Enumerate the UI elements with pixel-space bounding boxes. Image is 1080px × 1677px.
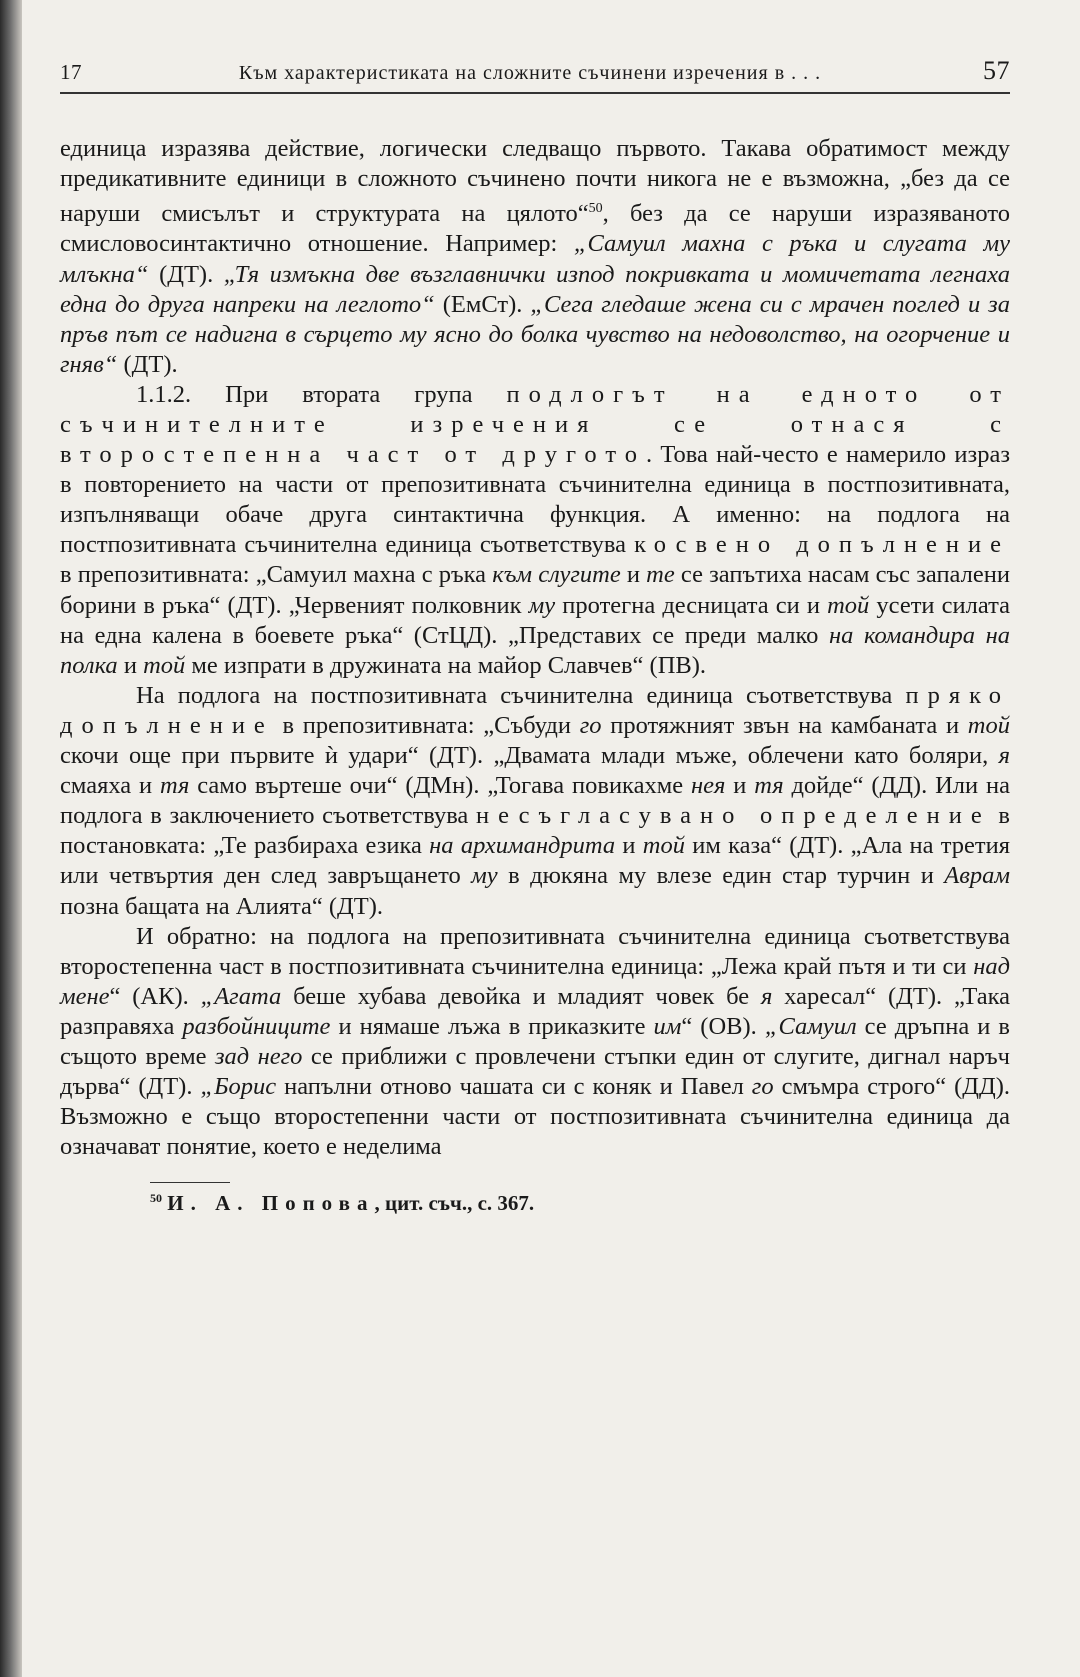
footnote <box>150 1191 1010 1216</box>
paragraph-4: И обратно: на подлога на препозитивната съчинителна единица съответствува второстепенна част в постпозитивната съчинителна единица: „Лежа край пътя и ти си над мене“ (АК). „Агата беше хубава девойка и младият човек бе я харесал“ (ДТ). „Така разправяха разбойниците и нямаше лъжа в приказките им“ (ОВ). „Самуил се дръпна и в същото време зад него се приближи с провлечени стъпки един от слугите, дигнал наръч дърва“ (ДТ). „Борис напълни отново чашата си с коняк и Павел го смъмра строго“ (ДД). Възможно е също второстепенни части от постпозитивната съчинителна единица да означават понятие, което е неделима <box>60 922 1011 1161</box>
running-title: Към характеристиката на сложните съчинени изречения в . . . <box>238 62 822 84</box>
footnote-author: И. А. Попова <box>167 1191 375 1216</box>
spaced-term: косвено допълнение <box>634 531 1011 559</box>
running-header <box>60 56 1010 94</box>
book-page <box>60 56 1010 1216</box>
footnote-citation: , цит. съч., с. 367. <box>374 1191 535 1216</box>
left-page-number: 17 <box>60 60 82 84</box>
example: „Тя измъкна две възглавнички изпод покривката и момичетата легнаха една до друга напреки на леглото“ <box>60 260 1010 318</box>
paragraph-2: 1.1.2. При втората група подлогът на едното от съчинителните изречения се отнася с второстепенна част от другото. Това най-често е намерило израз в повторението на части от препозитивната съчинителна единица в постпозитивната, изпълняващи обаче друга синтактична функция. А именно: на подлога на постпозитивната съчинителна единица съответствува косвено допълнение в препозитивната: „Самуил махна с ръка към слугите и те се запътиха насам със запалени борини в ръка“ (ДТ). „Червеният полковник му протегна десницата си и той усети силата на една калена в боевете ръка“ (СтЦД). „Представих се преди малко на командира на полка и той ме изпрати в дружината на майор Славчев“ (ПВ). <box>60 380 1011 679</box>
page-number: 57 <box>983 56 1010 85</box>
paragraph-1: единица изразява действие, логически следващо първото. Такава обратимост между предикативните единици в сложното съчинено почти никога не е възможна, „без да се наруши смисълът и структурата на цялото“$^{50}$, без да се наруши изразяваното смисловосинтактично отношение. Например: „Самуил махна с ръка и слугата му млъкна“ (ДТ). „Тя измъкна две възглавнички изпод покривката и момичетата легнаха една до друга напреки на леглото“ (ЕмСт). „Сега гледаше жена си с мрачен поглед и за пръв път се надигна в сърцето му ясно до болка чувство на недоволство, на огорчение и гняв“ (ДТ). <box>60 135 1010 378</box>
footnote-number: 50 <box>150 1191 162 1206</box>
footnote-divider <box>150 1182 230 1183</box>
example: „Самуил махна с ръка и слугата му млъкна“ <box>60 230 1010 288</box>
spaced-term: подлогът на едното от съчинителните изречения се отнася с второстепенна част от другото <box>60 380 1010 469</box>
example: „Сега гледаше жена си с мрачен поглед и за пръв път се надигна в сърцето му ясно до болка чувство на недоволство, на огорчение и гняв“ <box>60 290 1010 378</box>
book-spine-shadow <box>0 0 22 1677</box>
main-text <box>60 134 1010 1162</box>
paragraph-3: На подлога на постпозитивната съчинителна единица съответствува пряко допълнение в препозитивната: „Събуди го протяжният звън на камбаната и той скочи още при първите ѝ удари“ (ДТ). „Двамата млади мъже, облечени като боляри, я смаяха и тя само въртеше очи“ (ДМн). „Тогава повикахме нея и тя дойде“ (ДД). Или на подлога в заключението съответствува несъгласувано определение в постановката: „Те разбираха езика на архимандрита и той им каза“ (ДТ). „Ала на третия или четвъртия ден след завръщането му в дюкяна му влезе един стар турчин и Аврам позна бащата на Алията“ (ДТ). <box>60 681 1010 920</box>
footnote-ref: 50 <box>588 201 603 217</box>
spaced-term: несъгласувано определение <box>476 802 991 830</box>
spaced-term: пряко допълнение <box>60 681 1010 739</box>
